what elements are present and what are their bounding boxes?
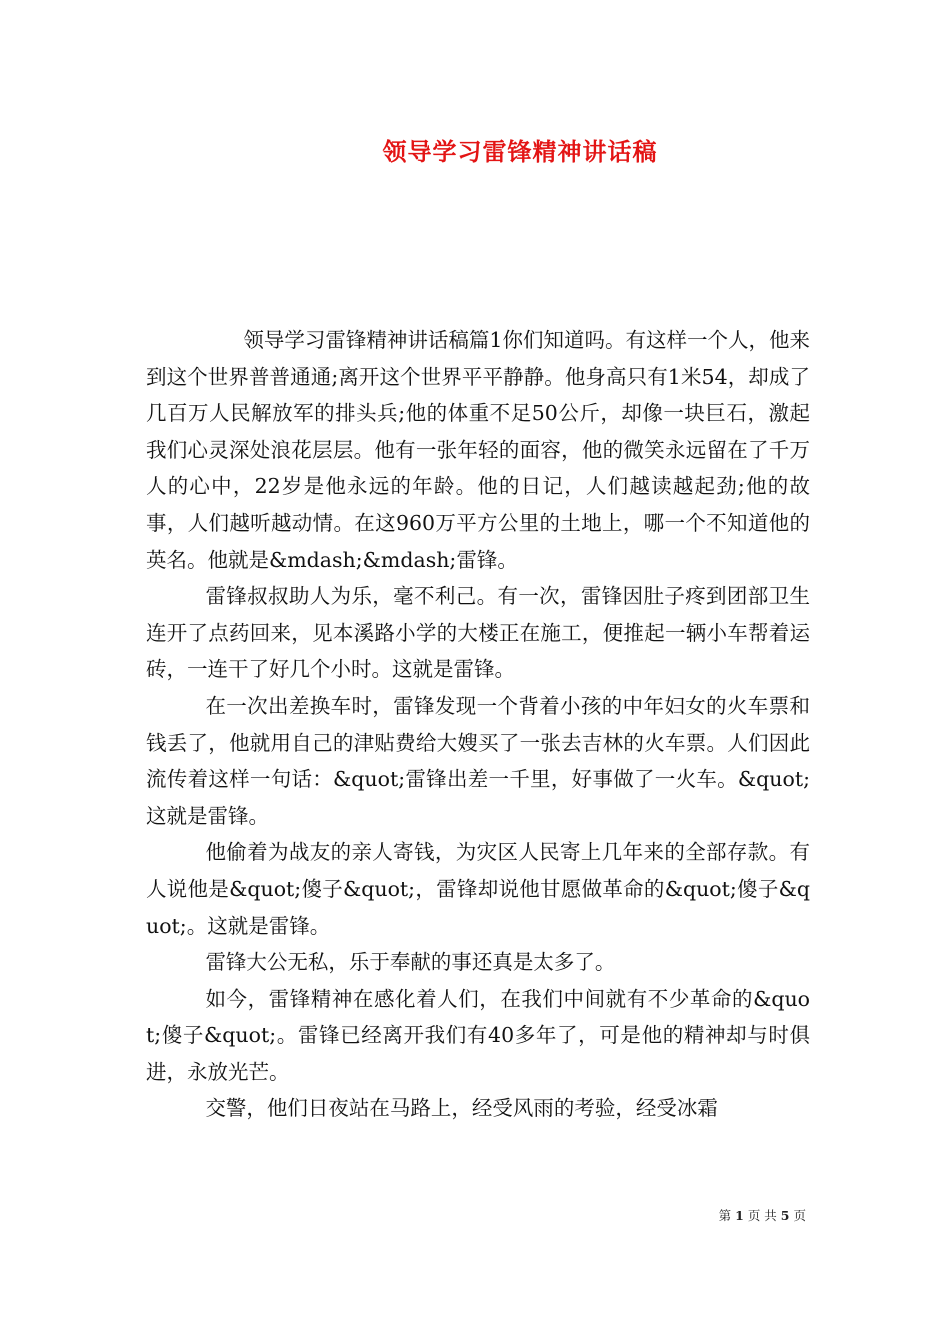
paragraph-7: 交警，他们日夜站在马路上，经受风雨的考验，经受冰霜 [205,1096,718,1121]
document-title: 领导学习雷锋精神讲话稿 [382,137,658,166]
paragraph-6: 如今，雷锋精神在感化着人们，在我们中间就有不少革命的&quot;傻子&quot;。雷锋已经离开我们有40多年了，可是他的精神却与时俱进，永放光芒。 [146,986,810,1084]
paragraph-2: 雷锋叔叔助人为乐，毫不利己。有一次，雷锋因肚子疼到团部卫生连开了点药回来，见本溪路小学的大楼正在施工，便推起一辆小车帮着运砖，一连干了好几个小时。这就是雷锋。 [146,584,810,682]
footer-middle: 页 共 [747,1208,777,1223]
footer-suffix: 页 [793,1208,806,1223]
paragraph-4: 他偷着为战友的亲人寄钱，为灾区人民寄上几年来的全部存款。有人说他是&quot;傻子&quot;，雷锋却说他甘愿做革命的&quot;傻子&quot;。这就是雷锋。 [146,840,810,938]
paragraph-1: 领导学习雷锋精神讲话稿篇1你们知道吗。有这样一个人，他来到这个世界普普通通;离开这个世界平平静静。他身高只有1米54，却成了几百万人民解放军的排头兵;他的体重不足50公斤，却像一块巨石，激起我们心灵深处浪花层层。他有一张年轻的面容，他的微笑永远留在了千万人的心中，22岁是他永远的年龄。他的日记，人们越读越起劲;他的故事，人们越听越动情。在这960万平方公里的土地上，哪一个不知道他的英名。他就是&mdash;&mdash;雷锋。 [146,328,810,572]
page-footer [719,1206,806,1224]
paragraph-3: 在一次出差换车时，雷锋发现一个背着小孩的中年妇女的火车票和钱丢了，他就用自己的津贴费给大嫂买了一张去吉林的火车票。人们因此流传着这样一句话：&quot;雷锋出差一千里，好事做了一火车。&quot;这就是雷锋。 [146,693,810,828]
footer-total-pages: 5 [780,1208,790,1223]
footer-prefix: 第 [718,1208,732,1223]
document-body [146,322,810,1127]
paragraph-5: 雷锋大公无私，乐于奉献的事还真是太多了。 [205,950,616,975]
footer-current-page: 1 [735,1208,744,1223]
